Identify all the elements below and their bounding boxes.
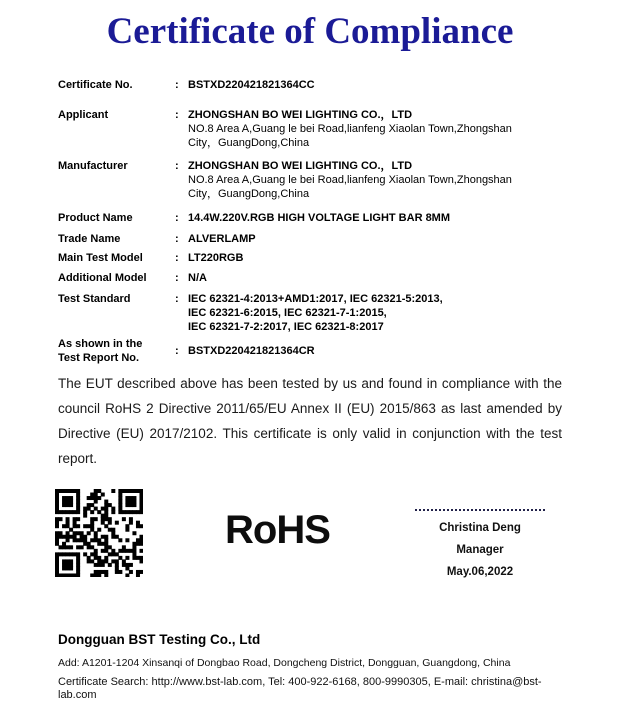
signature-dotted-line	[415, 509, 545, 511]
signatory-title: Manager	[456, 544, 504, 556]
additional-model-value: N/A	[188, 272, 207, 284]
test-report-no-label-line1: As shown in the	[58, 338, 143, 350]
field-row-manufacturer	[58, 159, 562, 201]
manufacturer-label: Manufacturer	[58, 160, 128, 172]
field-row-product-name	[58, 211, 562, 225]
colon-separator: :	[175, 212, 179, 224]
colon-separator: :	[175, 79, 179, 91]
footer-address: Add: A1201-1204 Xinsanqi of Dongbao Road, Dongcheng District, Dongguan, Guangdong, China	[58, 657, 511, 669]
footer-certificate-search: Certificate Search: http://www.bst-lab.com, Tel: 400-922-6168, 800-9990305, E-mail: christina@bst-lab.com	[58, 676, 542, 701]
applicant-value	[188, 108, 562, 150]
field-row-test-standard	[58, 292, 562, 334]
main-test-model-value: LT220RGB	[188, 252, 244, 264]
colon-separator: :	[175, 109, 179, 121]
signatory-name: Christina Deng	[439, 522, 521, 534]
manufacturer-value	[188, 159, 562, 201]
manufacturer-address-line1: NO.8 Area A,Guang le bei Road,lianfeng Xiaolan Town,Zhongshan	[188, 174, 512, 186]
additional-model-label: Additional Model	[58, 272, 147, 284]
rohs-logo: RoHS	[225, 508, 330, 552]
field-row-trade-name	[58, 232, 562, 246]
field-row-test-report-no	[58, 337, 562, 365]
certificate-no-value: BSTXD220421821364CC	[188, 79, 315, 91]
colon-separator: :	[175, 252, 179, 264]
compliance-statement: The EUT described above has been tested by us and found in compliance with the council RoHS 2 Directive 2011/65/EU Annex II (EU) 2015/863 as last amended by Directive (EU) 2017/2102. This certificate is only valid in conjunction with the test report.	[58, 376, 562, 466]
manufacturer-company-name: ZHONGSHAN BO WEI LIGHTING CO.，LTD	[188, 160, 413, 172]
test-standard-line3: IEC 62321-7-2:2017, IEC 62321-8:2017	[188, 321, 384, 333]
applicant-address-line1: NO.8 Area A,Guang le bei Road,lianfeng Xiaolan Town,Zhongshan	[188, 123, 512, 135]
manufacturer-address-line2: City，GuangDong,China	[188, 188, 310, 200]
test-standard-value	[188, 292, 562, 334]
colon-separator: :	[175, 345, 179, 357]
colon-separator: :	[175, 160, 179, 172]
trade-name-label: Trade Name	[58, 233, 121, 245]
test-standard-line2: IEC 62321-6:2015, IEC 62321-7-1:2015,	[188, 307, 387, 319]
signature-block	[415, 509, 545, 583]
field-row-additional-model	[58, 271, 562, 285]
test-report-no-value: BSTXD220421821364CR	[188, 345, 315, 357]
signature-date: May.06,2022	[446, 566, 514, 578]
field-row-main-test-model	[58, 251, 562, 265]
field-row-applicant	[58, 108, 562, 150]
colon-separator: :	[175, 293, 179, 305]
product-name-label: Product Name	[58, 212, 133, 224]
main-test-model-label: Main Test Model	[58, 252, 143, 264]
trade-name-value: ALVERLAMP	[188, 233, 256, 245]
applicant-label: Applicant	[58, 109, 109, 121]
certificate-fields	[58, 78, 562, 365]
footer-company-name: Dongguan BST Testing Co., Ltd	[58, 632, 261, 647]
test-report-no-label-line2: Test Report No.	[58, 352, 140, 364]
colon-separator: :	[175, 233, 179, 245]
product-name-value: 14.4W.220V.RGB HIGH VOLTAGE LIGHT BAR 8MM	[188, 212, 451, 224]
marks-row	[58, 489, 562, 577]
applicant-company-name: ZHONGSHAN BO WEI LIGHTING CO.，LTD	[188, 109, 413, 121]
page-title: Certificate of Compliance	[106, 11, 514, 52]
colon-separator: :	[175, 272, 179, 284]
certificate-no-label: Certificate No.	[58, 79, 133, 91]
applicant-address-line2: City，GuangDong,China	[188, 137, 310, 149]
test-standard-label: Test Standard	[58, 293, 131, 305]
test-report-no-label	[58, 337, 175, 365]
test-standard-line1: IEC 62321-4:2013+AMD1:2017, IEC 62321-5:2013,	[188, 293, 443, 305]
field-row-certificate-no	[58, 78, 562, 92]
qr-code-icon	[55, 489, 143, 577]
